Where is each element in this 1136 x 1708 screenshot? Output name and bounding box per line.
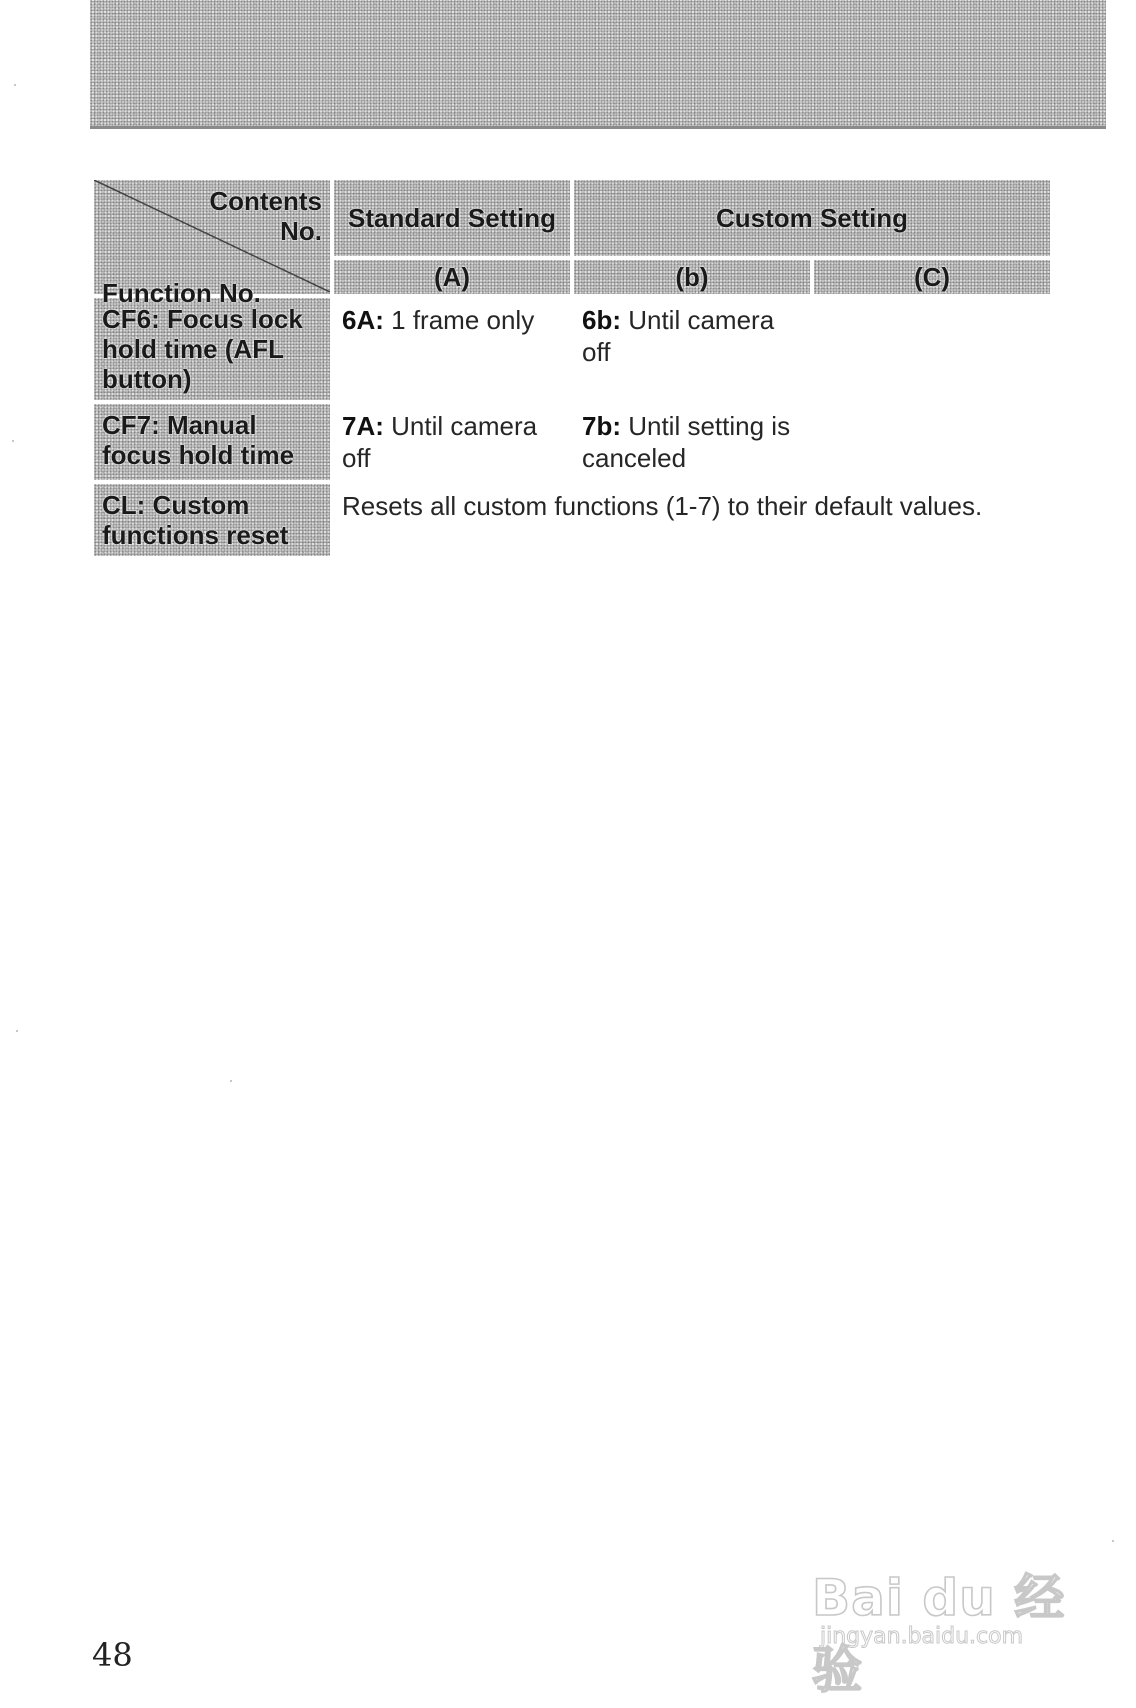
header-banner-edge — [90, 126, 1106, 129]
watermark-url: jingyan.baidu.com — [820, 1624, 1024, 1649]
function-label-cf7: CF7: Manual focus hold time — [94, 404, 330, 480]
table-row — [94, 404, 1050, 480]
corner-contents-label — [209, 186, 322, 246]
cell-cf7-a — [334, 404, 570, 480]
custom-functions-table — [90, 176, 1054, 560]
baidu-logo: Bai du 经验 — [812, 1569, 1066, 1699]
text-7b: Until setting is canceled — [582, 411, 791, 473]
function-label-cl: CL: Custom functions reset — [94, 484, 330, 556]
cell-cl-description: Resets all custom functions (1-7) to their default values. — [342, 491, 983, 521]
corner-function-label: Function No. — [102, 278, 261, 308]
scan-speck — [230, 1080, 232, 1082]
standard-setting-header: Standard Setting — [334, 180, 570, 256]
function-label-cf6: CF6: Focus lock hold time (AFL button) — [94, 298, 330, 400]
corner-contents-text: Contents — [209, 186, 322, 216]
header-row-1 — [94, 180, 1050, 256]
cell-cf7-b — [574, 404, 810, 480]
corner-diagonal — [94, 180, 330, 308]
scan-speck — [1112, 1540, 1114, 1542]
code-7a: 7A: — [342, 411, 384, 441]
table-row — [94, 298, 1050, 400]
col-c-header: (C) — [814, 260, 1050, 294]
text-6a: 1 frame only — [383, 305, 535, 335]
text-7a: Until camera off — [342, 411, 538, 473]
code-6b: 6b: — [582, 305, 621, 335]
scan-speck — [14, 84, 16, 86]
cell-cf6-c — [814, 298, 1050, 400]
scan-speck — [16, 1030, 18, 1032]
corner-header-cell — [94, 180, 330, 308]
cell-cf6-b — [574, 298, 810, 400]
code-7b: 7b: — [582, 411, 621, 441]
table-row — [94, 484, 1050, 556]
custom-setting-header: Custom Setting — [574, 180, 1050, 256]
code-6a: 6A: — [342, 305, 384, 335]
corner-no-text: No. — [280, 216, 322, 246]
header-banner — [90, 0, 1106, 128]
cell-cf7-c — [814, 404, 1050, 480]
scan-speck — [12, 440, 14, 442]
col-a-header: (A) — [334, 260, 570, 294]
watermark — [812, 1558, 1112, 1699]
page-number: 48 — [92, 1636, 133, 1674]
text-6b: Until camera off — [582, 305, 775, 367]
col-b-header: (b) — [574, 260, 810, 294]
cell-cf6-a — [334, 298, 570, 400]
